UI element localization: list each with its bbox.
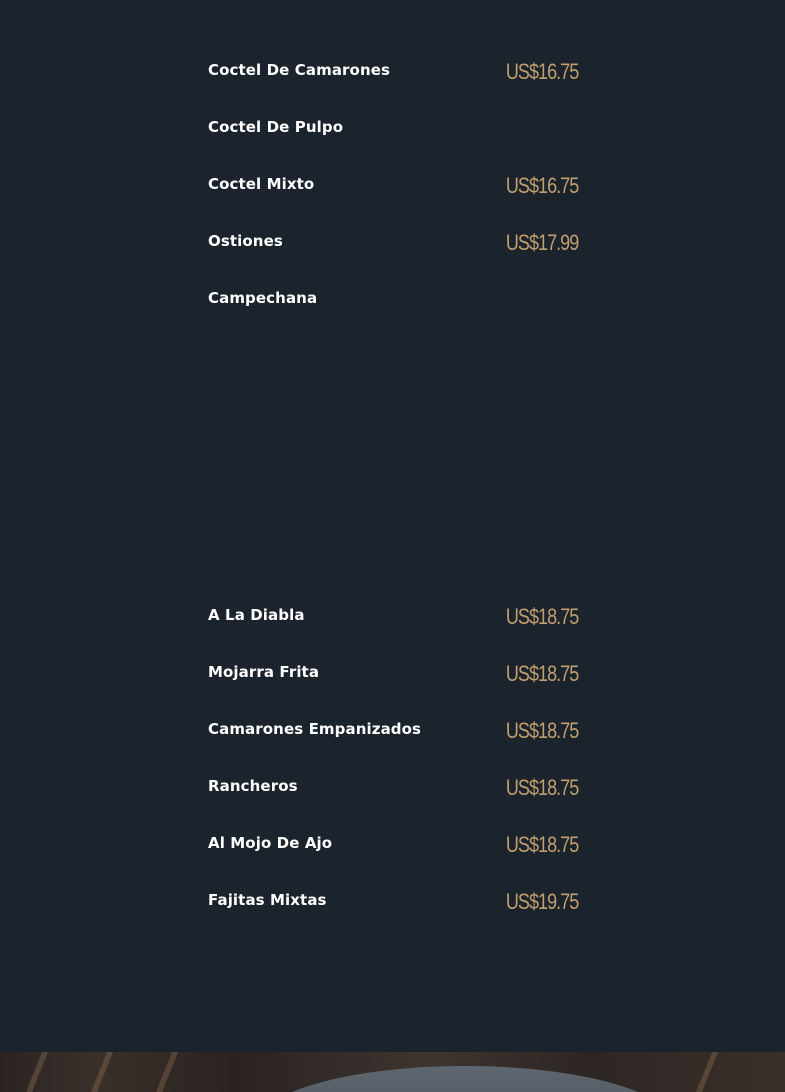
menu-item	[208, 172, 578, 229]
menu-item-price: US$18.75	[505, 718, 578, 743]
menu-item-price: US$18.75	[505, 661, 578, 686]
decorative-streak	[688, 1052, 718, 1092]
menu-item-price: US$18.75	[505, 775, 578, 800]
menu-item	[208, 717, 578, 774]
menu-item-name: Coctel De Pulpo	[208, 118, 344, 136]
menu-item-name: Fajitas Mixtas	[208, 891, 327, 909]
menu-item	[208, 286, 578, 343]
menu-item-price: US$18.75	[505, 832, 578, 857]
menu-item-name: A La Diabla	[208, 606, 305, 624]
menu-item-name: Camarones Empanizados	[208, 720, 422, 738]
menu-item-name: Mojarra Frita	[208, 663, 320, 681]
menu-item	[208, 831, 578, 888]
decorative-streak	[18, 1052, 48, 1092]
menu-item-price: US$17.99	[505, 230, 578, 255]
menu-section-platillos	[208, 603, 578, 945]
menu-item-name: Al Mojo De Ajo	[208, 834, 333, 852]
menu-item	[208, 58, 578, 115]
menu-item	[208, 660, 578, 717]
menu-item-name: Campechana	[208, 289, 318, 307]
menu-item-price: US$19.75	[505, 889, 578, 914]
menu-item-price: US$16.75	[505, 173, 578, 198]
menu-item-name: Coctel Mixto	[208, 175, 315, 193]
menu-section-cocteles	[208, 58, 578, 343]
plate-image	[255, 1066, 675, 1092]
food-photo-banner	[0, 1052, 785, 1092]
menu-item-price: US$18.75	[505, 604, 578, 629]
menu-item-name: Ostiones	[208, 232, 283, 250]
menu-item	[208, 774, 578, 831]
menu-item-name: Coctel De Camarones	[208, 61, 391, 79]
decorative-streak	[83, 1052, 113, 1092]
menu-item	[208, 603, 578, 660]
menu-item	[208, 115, 578, 172]
menu-item-name: Rancheros	[208, 777, 298, 795]
menu-item	[208, 229, 578, 286]
menu-item	[208, 888, 578, 945]
menu-item-price: US$16.75	[505, 59, 578, 84]
decorative-streak	[148, 1052, 178, 1092]
